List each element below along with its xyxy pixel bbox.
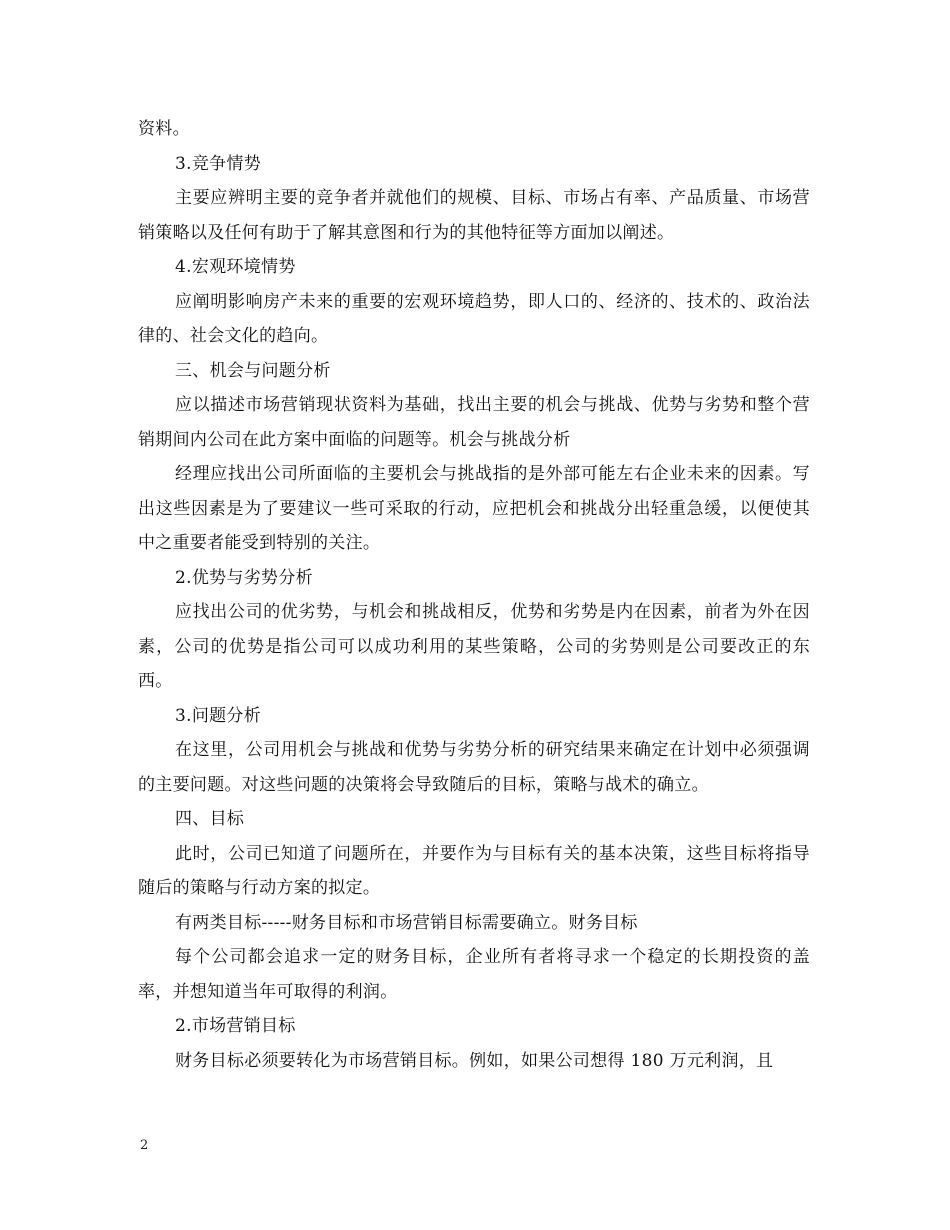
section-heading: 2.优势与劣势分析 bbox=[175, 567, 313, 588]
paragraph: 财务目标必须要转化为市场营销目标。例如，如果公司想得 180 万元利润，且 bbox=[175, 1050, 774, 1071]
paragraph: 在这里，公司用机会与挑战和优势与劣势分析的研究结果来确定在计划中必须强调的主要问题。对这些问题的决策将会导致随后的目标，策略与战术的确立。 bbox=[138, 740, 810, 795]
section-heading: 3.问题分析 bbox=[175, 705, 262, 726]
paragraph: 应找出公司的优劣势，与机会和挑战相反，优势和劣势是内在因素，前者为外在因素，公司的优势是指公司可以成功利用的某些策略，公司的劣势则是公司要改正的东西。 bbox=[138, 602, 810, 691]
paragraph: 应阐明影响房产未来的重要的宏观环境趋势，即人口的、经济的、技术的、政治法律的、社会文化的趋向。 bbox=[138, 291, 810, 346]
document-body bbox=[138, 112, 810, 1078]
paragraph: 资料。 bbox=[138, 119, 190, 139]
paragraph: 每个公司都会追求一定的财务目标，企业所有者将寻求一个稳定的长期投资的盖率，并想知道当年可取得的利润。 bbox=[138, 947, 810, 1002]
page-number: 2 bbox=[140, 1138, 149, 1153]
paragraph: 有两类目标-----财务目标和市场营销目标需要确立。财务目标 bbox=[175, 912, 638, 933]
section-heading: 3.竞争情势 bbox=[175, 153, 262, 174]
section-heading: 4.宏观环境情势 bbox=[175, 257, 296, 277]
paragraph: 经理应找出公司所面临的主要机会与挑战指的是外部可能左右企业未来的因素。写出这些因素是为了要建议一些可采取的行动，应把机会和挑战分出轻重急缓，以便使其中之重要者能受到特别的关注。 bbox=[138, 464, 810, 553]
section-heading: 三、机会与问题分析 bbox=[175, 360, 331, 381]
section-heading: 四、目标 bbox=[175, 809, 245, 829]
paragraph: 此时，公司已知道了问题所在，并要作为与目标有关的基本决策，这些目标将指导随后的策略与行动方案的拟定。 bbox=[138, 843, 810, 898]
section-heading: 2.市场营销目标 bbox=[175, 1016, 296, 1036]
paragraph: 主要应辨明主要的竞争者并就他们的规模、目标、市场占有率、产品质量、市场营销策略以及任何有助于了解其意图和行为的其他特征等方面加以阐述。 bbox=[138, 188, 810, 243]
paragraph: 应以描述市场营销现状资料为基础，找出主要的机会与挑战、优势与劣势和整个营销期间内公司在此方案中面临的问题等。机会与挑战分析 bbox=[138, 395, 810, 450]
